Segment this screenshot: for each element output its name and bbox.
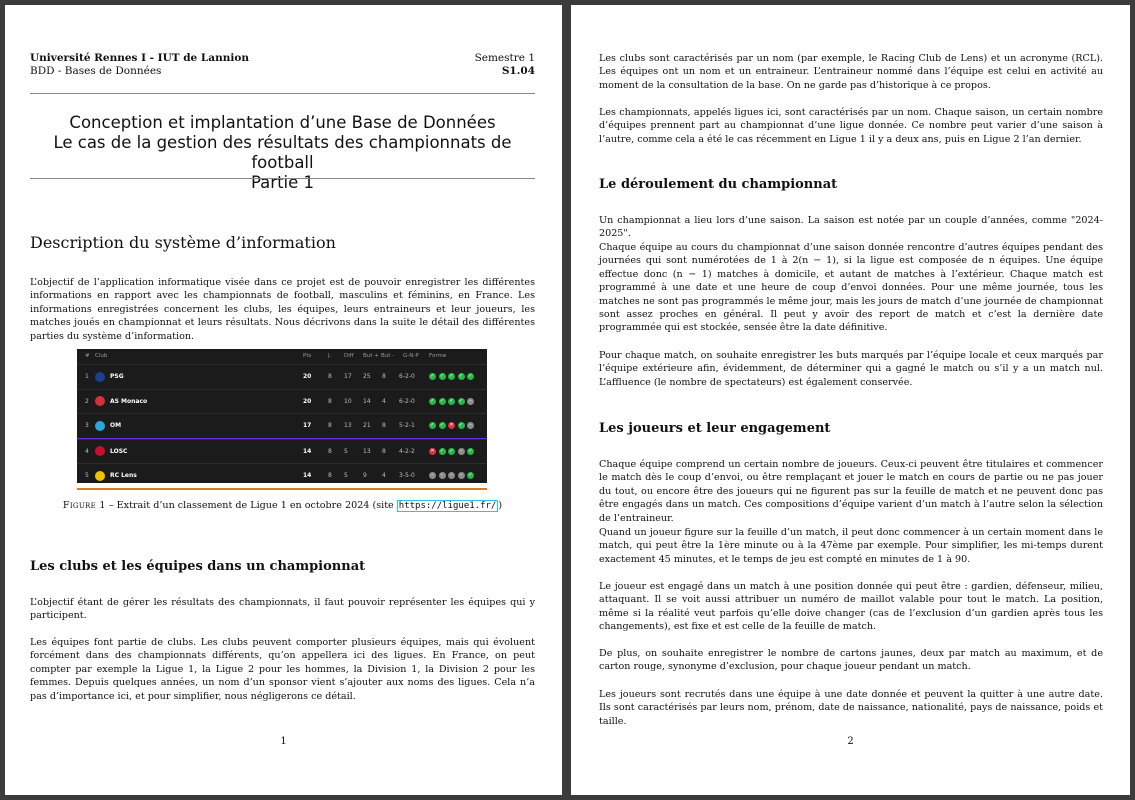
win-icon: ✓ — [449, 373, 454, 379]
rank: 4 — [85, 447, 89, 455]
form-indicators — [429, 398, 477, 406]
paragraph: Chaque équipe au cours du championnat d’une saison donnée rencontre d’autres équipes pendant des journées qui sont numérotées de 1 à 2(n − 1), si la ligue est composée de n équipes. Une équipe effectue donc (n − 1) matches à domicile, et autant de matches à l’extérieur. Chaque match est programmé à une date et une heure de coup d’envoi données. Pour une même journée, tous les matches ne sont pas programmés le même jour, mais les jours de match d’une journée de championnat sont assez proches en général. Il peut y avoir des report de match et c’est la dernière date programmée qui est stockée, sensée être la date définitive. — [599, 242, 1103, 334]
section-heading-joueurs: Les joueurs et leur engagement — [599, 421, 831, 436]
stat-j: 8 — [328, 447, 332, 455]
paragraph: Pour chaque match, on souhaite enregistrer les buts marqués par l’équipe locale et ceux marqués par l’équipe extérieure afin, évidemment, de déterminer qui a gagné le match ou s’il y a un match nul. L’affluence (le nombre de spectateurs) est également conservée. — [599, 350, 1103, 388]
win-icon: ✓ — [449, 397, 454, 404]
document-title — [30, 113, 535, 193]
document-page-2 — [571, 5, 1130, 795]
section-heading-clubs: Les clubs et les équipes dans un championnat — [30, 559, 366, 574]
caption-end: ) — [498, 500, 503, 511]
stat-j: 8 — [328, 472, 332, 480]
stat-gnp: 3-5-0 — [399, 472, 415, 480]
rank: 3 — [85, 422, 89, 430]
draw-icon: – — [467, 398, 474, 405]
paragraph: Chaque équipe comprend un certain nombre de joueurs. Ceux-ci peuvent être titulaires et commencer le match dès le coup d’envoi, ou être remplaçant et jouer le match en cours de partie ou ne pas jouer du tout, ou encore être des joueurs qui ne figurent pas sur la feuille de match et ne peuvent donc pas être engagés dans un match. Ces compositions d’équipe varient d’un match à l’autre selon la sélection de l’entraineur. — [599, 459, 1103, 524]
header-j: J. — [328, 353, 332, 359]
section-heading-description: Description du système d’information — [30, 233, 336, 252]
stat-bc: 4 — [382, 397, 386, 405]
win-icon: ✓ — [468, 373, 473, 379]
stat-bp: 13 — [363, 447, 371, 455]
standings-header-row — [77, 349, 487, 364]
stat-bc: 8 — [382, 447, 386, 455]
stat-gnp: 4-2-2 — [399, 447, 415, 455]
stat-gnp: 6-2-0 — [399, 397, 415, 405]
table-row — [77, 364, 487, 389]
rank: 1 — [85, 373, 89, 380]
win-icon: ✓ — [430, 373, 435, 379]
course-name: BDD - Bases de Données — [30, 65, 162, 77]
form-indicators — [429, 448, 477, 456]
figure-label: Figure 1 — [62, 500, 106, 511]
ligue1-link[interactable]: https://ligue1.fr/ — [398, 501, 497, 511]
document-page-1 — [5, 5, 562, 795]
header-rule — [30, 93, 535, 94]
team-name[interactable]: OM — [110, 422, 122, 430]
draw-icon: – — [458, 448, 465, 455]
form-indicators — [429, 422, 477, 430]
header-pts: Pts — [303, 353, 312, 359]
stat-bp: 9 — [363, 472, 367, 480]
stat-pts: 20 — [303, 397, 312, 405]
paragraph: L’objectif étant de gérer les résultats des championnats, il faut pouvoir représenter les équipes qui y participent. — [30, 597, 535, 622]
draw-icon: – — [439, 472, 446, 479]
win-icon: ✓ — [430, 397, 435, 404]
paragraph: Le joueur est engagé dans un match à une position donnée qui peut être : gardien, défenseur, milieu, attaquant. Il se voit aussi attribuer un numéro de maillot valable pour tout le match. La position, même si la réalité veut parfois qu’elle doive changer (cas de l’exclusion d’un gardien après tous les changements), est fixe et est celle de la feuille de match. — [599, 581, 1103, 633]
standings-table-figure — [77, 349, 487, 483]
semester: Semestre 1 — [474, 52, 535, 64]
paragraph: Les équipes font partie de clubs. Les clubs peuvent comporter plusieurs équipes, mais qui évoluent forcément dans des championnats différents, qu’on appellera ici des ligues. En France, on peut compter par exemple la Ligue 1, la Ligue 2 pour les hommes, la Division 1, la Division 2 pour les femmes. Depuis quelques années, un nom d’un sponsor vient s’ajouter aux noms des ligues. Cela n’a pas d’importance ici, et pour simplifier, nous négligerons ce détail. — [30, 637, 535, 702]
rank: 2 — [85, 397, 89, 405]
stat-j: 8 — [328, 373, 332, 380]
header-club: Club — [95, 353, 108, 359]
table-row — [77, 413, 487, 439]
stat-diff: 5 — [344, 472, 348, 480]
stat-pts: 14 — [303, 472, 312, 480]
paragraph: De plus, on souhaite enregistrer le nombre de cartons jaunes, deux par match au maximum, et de carton rouge, synonyme d’exclusion, pour chaque joueur pendant un match. — [599, 648, 1103, 673]
page-number: 2 — [847, 736, 854, 747]
club-crest-icon — [95, 396, 105, 406]
stat-pts: 20 — [303, 373, 312, 380]
caption-text: – Extrait d’un classement de Ligue 1 en octobre 2024 (site — [105, 500, 397, 511]
draw-icon: – — [448, 472, 455, 479]
paragraph: Les joueurs sont recrutés dans une équipe à une date donnée et peuvent la quitter à une autre date. Ils sont caractérisés par leurs nom, prénom, date de naissance, nationalité, pays de naissance, poids et taille. — [599, 689, 1103, 727]
stat-gnp: 6-2-0 — [399, 373, 415, 380]
win-icon: ✓ — [458, 397, 464, 404]
header-but-plus: But + — [363, 353, 379, 359]
loss-icon: ✕ — [449, 422, 454, 429]
team-name[interactable]: AS Monaco — [110, 397, 148, 405]
win-icon: ✓ — [458, 422, 464, 429]
paragraph: Un championnat a lieu lors d’une saison. La saison est notée par un couple d’années, comme "2024-2025". — [599, 215, 1103, 240]
title-rule — [30, 178, 535, 179]
stat-diff: 5 — [344, 447, 348, 455]
header-diff: Diff — [344, 353, 354, 359]
club-crest-icon — [95, 421, 105, 431]
form-indicators — [429, 472, 477, 480]
win-icon: ✓ — [430, 422, 435, 429]
course-code: S1.04 — [501, 65, 535, 77]
team-name[interactable]: RC Lens — [110, 472, 137, 480]
institution: Université Rennes I - IUT de Lannion — [30, 52, 249, 64]
stat-j: 8 — [328, 397, 332, 405]
table-row — [77, 463, 487, 490]
header-but-minus: But - — [381, 353, 395, 359]
stat-diff: 10 — [344, 397, 352, 405]
page-number: 1 — [280, 736, 287, 747]
figure-caption — [30, 499, 535, 513]
paragraph: Les clubs sont caractérisés par un nom (par exemple, le Racing Club de Lens) et un acronyme (RCL). Les équipes ont un nom et un entraineur. L’entraineur nommé dans l’équipe est celui en activité au moment de la consultation de la base. On ne garde pas d’historique à ce propos. — [599, 53, 1103, 91]
stat-bp: 21 — [363, 422, 371, 430]
draw-icon: – — [458, 472, 465, 479]
title-line-3: Partie 1 — [250, 173, 315, 192]
stat-diff: 13 — [344, 422, 352, 430]
team-name[interactable]: LOSC — [110, 447, 128, 455]
stat-bc: 8 — [382, 422, 386, 430]
stat-bc: 4 — [382, 472, 386, 480]
win-icon: ✓ — [458, 373, 464, 379]
win-icon: ✓ — [439, 422, 445, 429]
title-line-1: Conception et implantation d’une Base de Données — [69, 113, 496, 132]
table-row — [77, 439, 487, 464]
win-icon: ✓ — [439, 447, 445, 454]
win-icon: ✓ — [439, 373, 445, 379]
paragraph: Les championnats, appelés ligues ici, sont caractérisés par un nom. Chaque saison, un certain nombre d’équipes prennent part au championnat d’une ligue donnée. Ce nombre peut varier d’une saison à l’autre, comme cela a été le cas récemment en Ligue 1 il y a deux ans, puis en Ligue 2 l’an dernier. — [599, 107, 1103, 145]
win-icon: ✓ — [439, 397, 445, 404]
team-name[interactable]: PSG — [110, 373, 124, 380]
stat-bc: 8 — [382, 373, 386, 380]
club-crest-icon — [95, 372, 105, 382]
section-heading-deroulement: Le déroulement du championnat — [599, 177, 838, 192]
stat-j: 8 — [328, 422, 332, 430]
club-crest-icon — [95, 446, 105, 456]
draw-icon: – — [467, 422, 474, 429]
draw-icon: – — [429, 472, 436, 479]
stat-pts: 14 — [303, 447, 312, 455]
rank: 5 — [85, 472, 89, 480]
win-icon: ✓ — [468, 447, 473, 454]
stat-bp: 25 — [363, 373, 371, 380]
title-line-2: Le cas de la gestion des résultats des championnats de football — [53, 133, 512, 172]
header-gnp: G-N-P — [403, 353, 419, 359]
club-crest-icon — [95, 471, 105, 481]
win-icon: ✓ — [468, 472, 473, 479]
form-indicators — [429, 373, 477, 381]
header-pos: # — [85, 353, 90, 359]
loss-icon: ✕ — [430, 447, 435, 454]
stat-gnp: 5-2-1 — [399, 422, 415, 430]
paragraph: Quand un joueur figure sur la feuille d’un match, il peut donc commencer à un certain moment dans le match, qui peut être la 1ère minute ou à la 47ème par exemple. Pour simplifier, les mi-temps durent exactement 45 minutes, et le temps de jeu est compté en minutes de 1 à 90. — [599, 527, 1103, 565]
stat-bp: 14 — [363, 397, 371, 405]
paragraph: L’objectif de l’application informatique visée dans ce projet est de pouvoir enregistrer les différentes informations en rapport avec les championnats de football, masculins et féminins, en France. Les informations enregistrées concernent les clubs, les équipes, leurs entraineurs et leur joueurs, les matches joués en championnat et leurs résultats. Nous décrivons dans la suite le détail des différentes parties du système d’information. — [30, 277, 535, 342]
table-row — [77, 389, 487, 414]
header-forme: Forme — [429, 353, 447, 359]
stat-pts: 17 — [303, 422, 312, 430]
win-icon: ✓ — [449, 447, 454, 454]
stat-diff: 17 — [344, 373, 352, 380]
